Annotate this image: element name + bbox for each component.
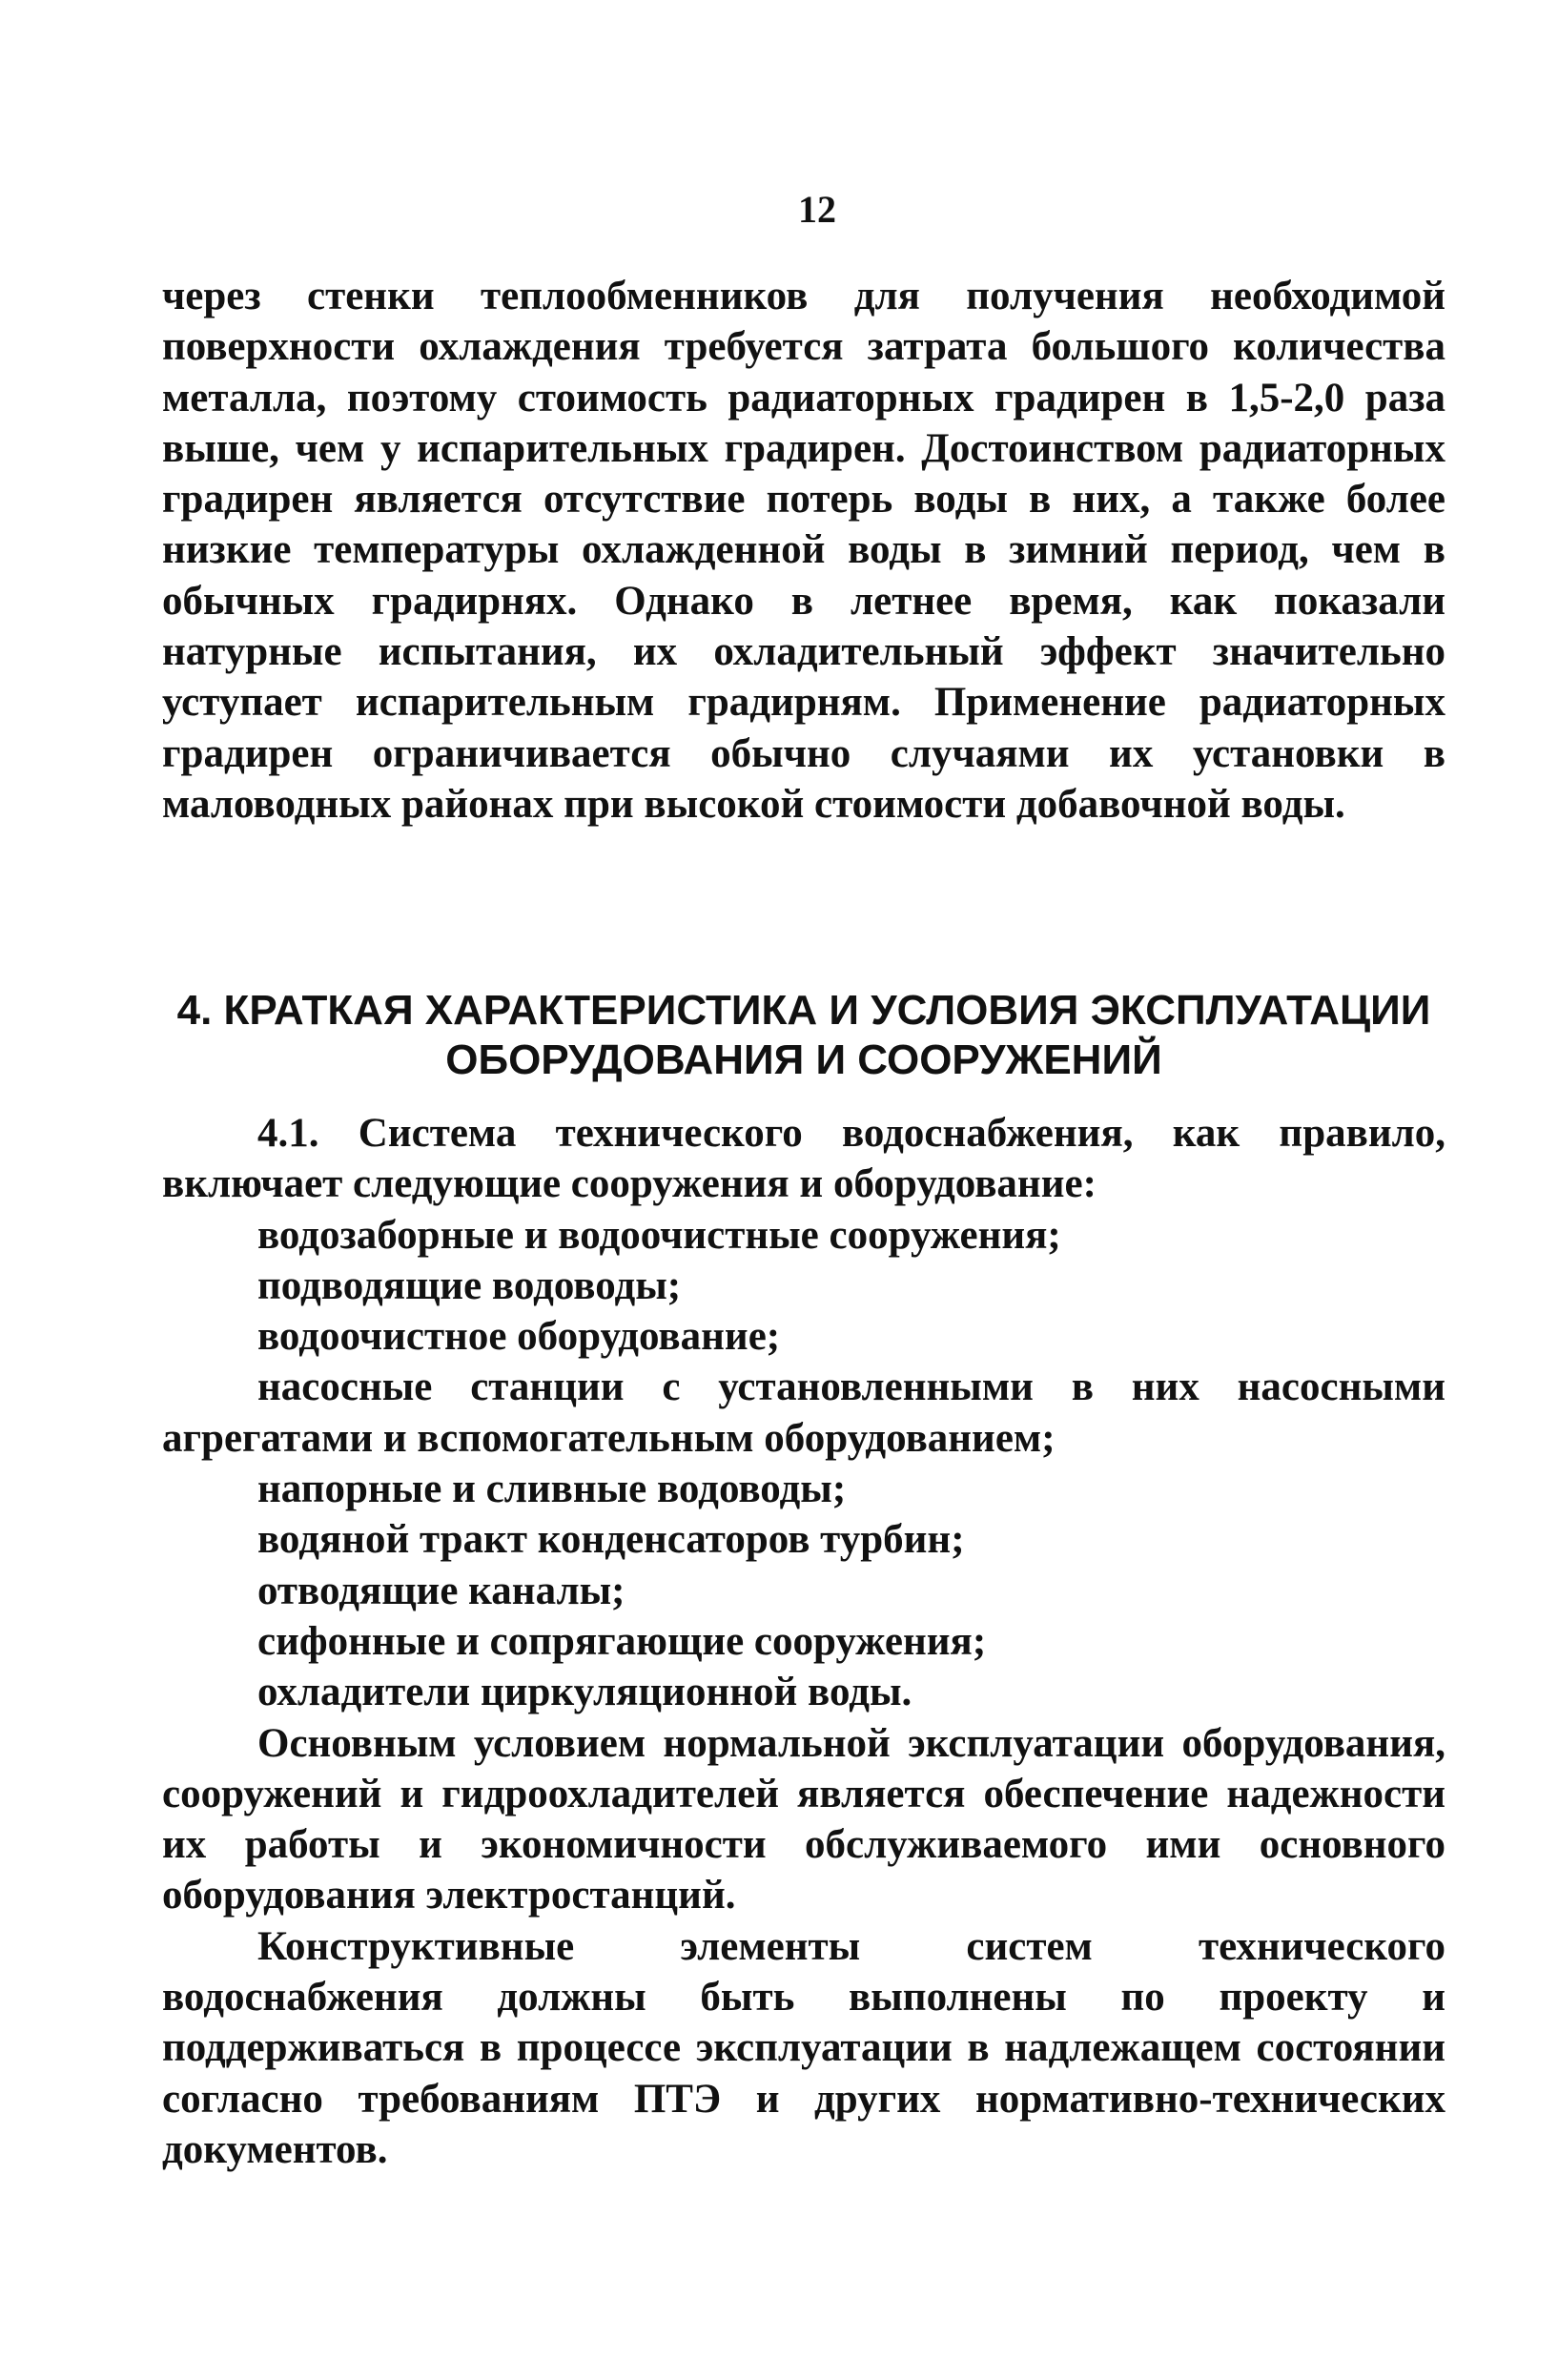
- paragraph-top-block: [162, 271, 1445, 830]
- section-heading-line-1: 4. КРАТКАЯ ХАРАКТЕРИСТИКА И УСЛОВИЯ ЭКСПЛУАТАЦИИ: [176, 987, 1431, 1034]
- section-heading: [162, 986, 1445, 1085]
- paragraph-final: Конструктивные элементы систем технического водоснабжения должны быть выполнены по проекту и поддерживаться в процессе эксплуатации в надлежащем состоянии согласно требованиям ПТЭ и других нормативно-технических документов.: [162, 1923, 1445, 2172]
- section-body: [162, 1108, 1445, 2175]
- list-item: водоочистное оборудование;: [257, 1314, 781, 1360]
- paragraph-main: Основным условием нормальной эксплуатации оборудования, сооружений и гидроохладителей является обеспечение надежности их работы и экономичности обслуживаемого ими основного оборудования электростанций.: [162, 1720, 1445, 1918]
- section-heading-line-2: ОБОРУДОВАНИЯ И СООРУЖЕНИЙ: [445, 1036, 1162, 1083]
- list-item: сифонные и сопрягающие сооружения;: [257, 1618, 987, 1664]
- equipment-list: [162, 1210, 1445, 1718]
- list-item: водозаборные и водоочистные сооружения;: [257, 1212, 1061, 1258]
- page-number: 12: [798, 188, 836, 231]
- section-intro: 4.1. Система технического водоснабжения, как правило, включает следующие сооружения и оборудование:: [162, 1111, 1445, 1207]
- list-item: насосные станции с установленными в них насосными агрегатами и вспомогательным оборудованием;: [162, 1364, 1445, 1461]
- list-item: охладители циркуляционной воды.: [257, 1670, 912, 1715]
- paragraph-top: через стенки теплообменников для получения необходимой поверхности охлаждения требуется затрата большого количества металла, поэтому стоимость радиаторных градирен в 1,5-2,0 раза выше, чем у испарительных градирен. Достоинством радиаторных градирен является отсутствие потерь воды в них, а также более низкие температуры охлажденной воды в зимний период, чем в обычных градирнях. Однако в летнее время, как показали натурные испытания, их охладительный эффект значительно уступает испарительным градирням. Применение радиаторных градирен ограничивается обычно случаями их установки в маловодных районах при высокой стоимости добавочной воды.: [162, 274, 1445, 827]
- list-item: напорные и сливные водоводы;: [257, 1467, 847, 1512]
- list-item: подводящие водоводы;: [257, 1262, 682, 1308]
- list-item: отводящие каналы;: [257, 1568, 625, 1613]
- list-item: водяной тракт конденсаторов турбин;: [257, 1517, 965, 1563]
